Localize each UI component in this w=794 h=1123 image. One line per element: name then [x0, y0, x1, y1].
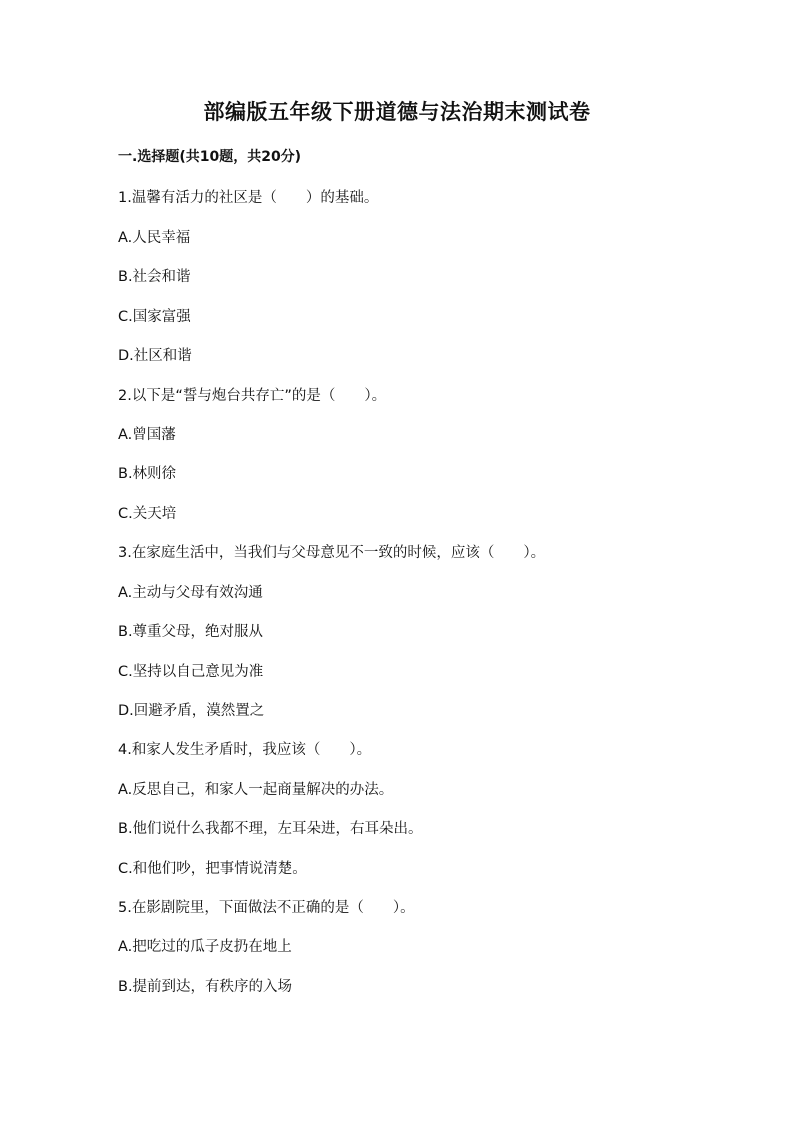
question-4-stem: 4.和家人发生矛盾时，我应该（ ）。: [118, 742, 372, 758]
question-3-stem: 3.在家庭生活中，当我们与父母意见不一致的时候，应该（ ）。: [118, 545, 546, 561]
question-5-stem: 5.在影剧院里，下面做法不正确的是（ ）。: [118, 900, 415, 916]
question-4-option-c: C.和他们吵，把事情说清楚。: [118, 861, 307, 877]
question-2-option-a: A.曾国藩: [118, 427, 176, 443]
question-1-option-d: D.社区和谐: [118, 348, 192, 364]
section-heading: 一.选择题(共10题，共20分): [118, 149, 302, 165]
question-1-option-a: A.人民幸福: [118, 230, 191, 246]
question-2-option-c: C.关天培: [118, 506, 177, 522]
question-1-option-b: B.社会和谐: [118, 269, 191, 285]
question-2-stem: 2.以下是“誓与炮台共存亡”的是（ ）。: [118, 388, 387, 404]
question-3-option-a: A.主动与父母有效沟通: [118, 585, 263, 601]
question-3-option-d: D.回避矛盾，漠然置之: [118, 703, 265, 719]
question-4-option-b: B.他们说什么我都不理，左耳朵进，右耳朵出。: [118, 821, 423, 837]
question-5-option-a: A.把吃过的瓜子皮扔在地上: [118, 939, 292, 955]
question-1-option-c: C.国家富强: [118, 309, 191, 325]
question-3-option-c: C.坚持以自己意见为准: [118, 664, 264, 680]
question-5-option-b: B.提前到达，有秩序的入场: [118, 979, 293, 995]
page-title: 部编版五年级下册道德与法治期末测试卷: [203, 99, 591, 124]
question-1-stem: 1.温馨有活力的社区是（ ）的基础。: [118, 190, 379, 206]
question-2-option-b: B.林则徐: [118, 466, 177, 482]
question-3-option-b: B.尊重父母，绝对服从: [118, 624, 264, 640]
question-4-option-a: A.反思自己，和家人一起商量解决的办法。: [118, 782, 394, 798]
